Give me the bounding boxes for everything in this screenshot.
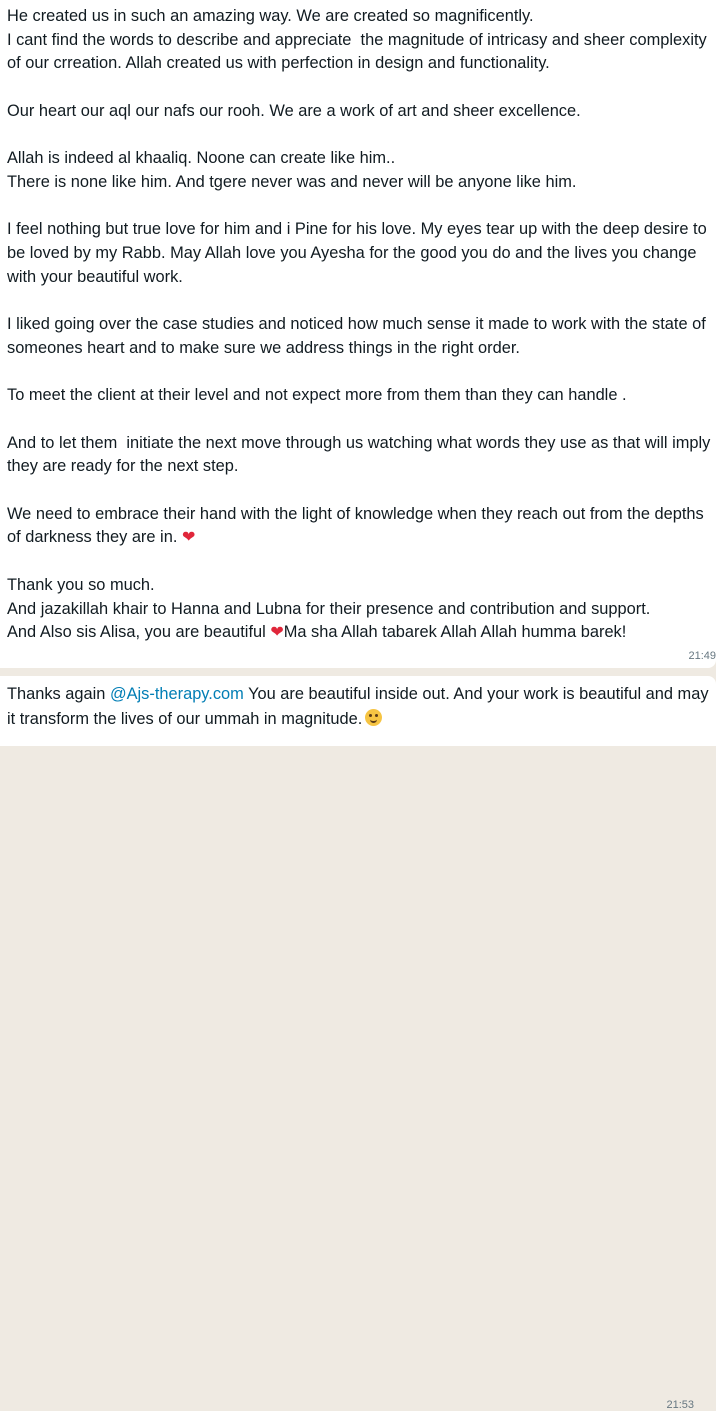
message-timestamp: 21:49: [688, 650, 716, 662]
message-bubble-2[interactable]: [0, 676, 716, 1411]
message-text-1: He created us in such an amazing way. We are created so magnificently. I cant find the words to describe and appreciate the magnitude of intricasy and sheer complexity of our crreation. Allah created us with perfection in design and functionality. Our heart our aql our nafs our rooh. We are a work of art and sheer excellence. Allah is indeed al khaaliq. Noone can create like him.. There is none like him. And tgere never was and never will be anyone like him. I feel nothing but true love for him and i Pine for his love. My eyes tear up with the deep desire to be loved by my Rabb. May Allah love you Ayesha for the good you do and the lives you change with your beautiful work. I liked going over the case studies and noticed how much sense it made to work with the state of someones heart and to make sure we address things in the right order. To meet the client at their level and not expect more from them than they can handle . And to let them initiate the next move through us watching what words they use as that will imply they are ready for the next step. We need to embrace their hand with the light of knowledge when they reach out from the depths of darkness they are in. ❤ Thank you so much. And jazakillah khair to Hanna and Lubna for their presence and contribution and support. And Also sis Alisa, you are beautiful ❤Ma sha Allah tabarek Allah Allah humma barek!: [7, 7, 715, 642]
message-timestamp: 21:53: [666, 1399, 694, 1411]
message-bubble-1[interactable]: [0, 0, 716, 668]
message-text-2: Thanks again @Ajs-therapy.com You are beautiful inside out. And your work is beautiful and may it transform the lives of our ummah in magnitude.: [7, 685, 714, 728]
red-heart-icon: ❤: [181, 529, 196, 547]
mention-link[interactable]: @Ajs-therapy.com: [109, 685, 244, 703]
smiling-face-with-hearts-icon: [365, 709, 382, 726]
red-heart-icon: ❤: [270, 624, 284, 642]
